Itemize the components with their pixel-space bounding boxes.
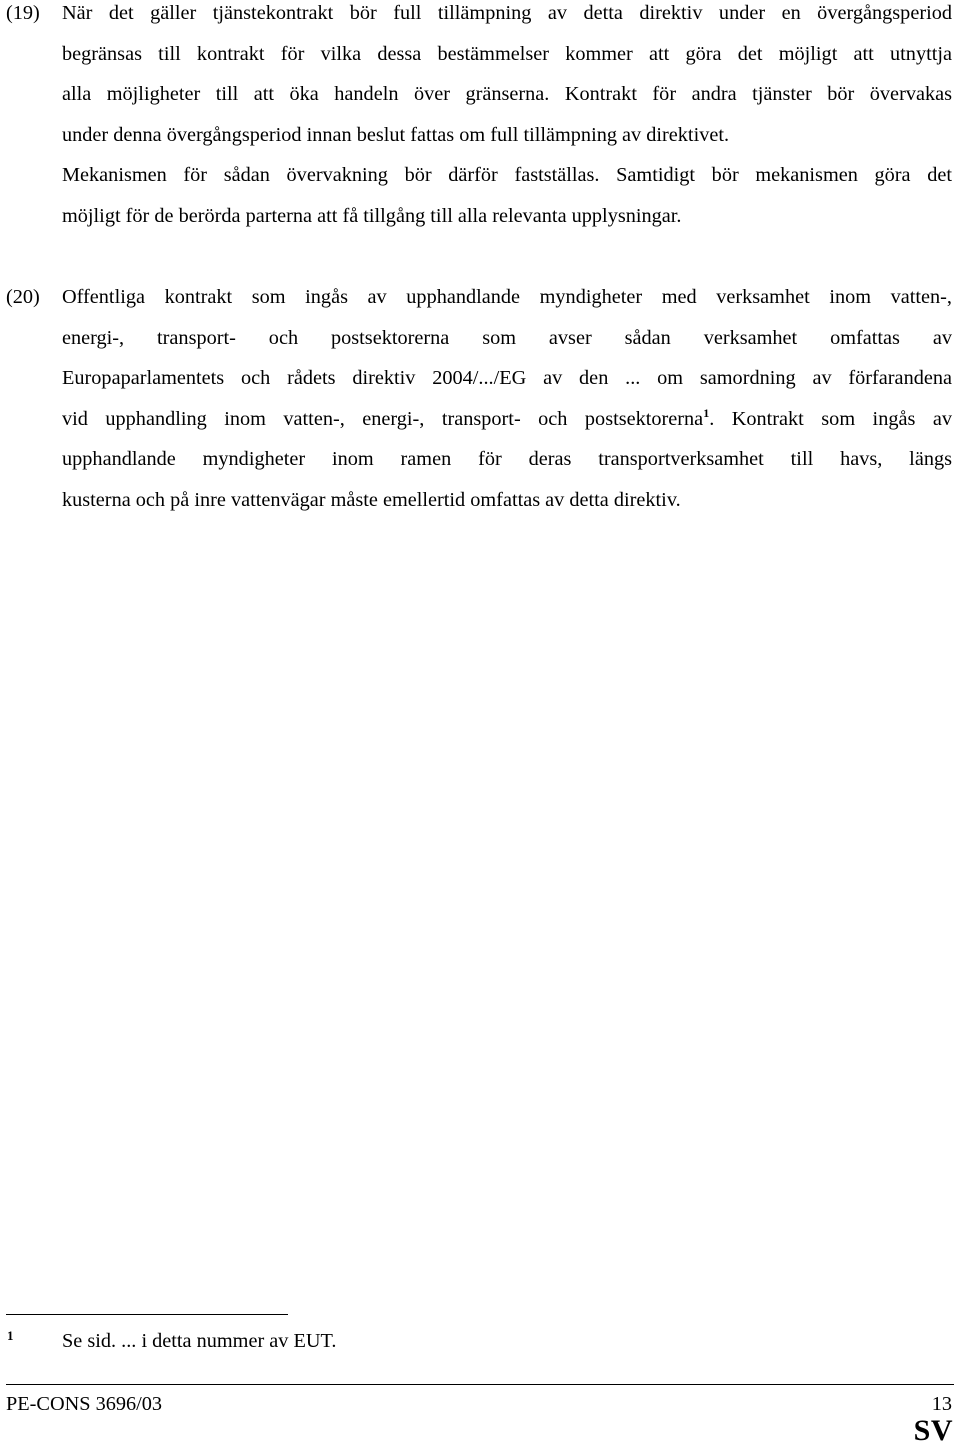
paragraph-number: (19) xyxy=(6,2,40,24)
text-line: möjligt för de berörda parterna att få tillgång till alla relevanta upplysningar. xyxy=(62,204,682,227)
footnote-mark: 1 xyxy=(7,1328,14,1343)
text-line: energi-, transport- och postsektorerna som avser sådan verksamhet omfattas av xyxy=(62,326,952,349)
text-line: under denna övergångsperiod innan beslut fattas om full tillämpning av direktivet. xyxy=(62,123,730,146)
text-line: Europaparlamentets och rådets direktiv 2004/.../EG av den ... om samordning av förfarandena xyxy=(62,367,952,390)
footer-separator xyxy=(6,1384,954,1385)
paragraph-number: (20) xyxy=(6,286,40,308)
footnote-reference[interactable]: 1 xyxy=(703,405,710,420)
paragraph-text xyxy=(62,0,952,237)
text-line: kusterna och på inre vattenvägar måste emellertid omfattas av detta direktiv. xyxy=(62,488,681,511)
footnote-separator xyxy=(6,1314,288,1315)
text-line: Mekanismen för sådan övervakning bör därför fastställas. Samtidigt bör mekanismen göra det xyxy=(62,164,952,187)
text-segment: vid upphandling inom vatten-, energi-, transport- och postsektorerna xyxy=(62,407,704,430)
page-number: 13 xyxy=(931,1393,952,1415)
text-line-with-footnote-ref xyxy=(62,399,952,440)
footnote-text: Se sid. ... i detta nummer av EUT. xyxy=(62,1330,337,1352)
document-code: PE-CONS 3696/03 xyxy=(6,1393,163,1415)
text-line: Offentliga kontrakt som ingås av upphandlande myndigheter med verksamhet inom vatten-, xyxy=(62,286,952,308)
text-line: upphandlande myndigheter inom ramen för deras transportverksamhet till havs, längs xyxy=(62,448,952,471)
text-line: När det gäller tjänstekontrakt bör full tillämpning av detta direktiv under en övergångsperiod xyxy=(62,2,952,24)
text-line: begränsas till kontrakt för vilka dessa bestämmelser kommer att göra det möjligt att utnyttja xyxy=(62,42,952,65)
language-code: SV xyxy=(913,1414,953,1447)
text-line: alla möjligheter till att öka handeln över gränserna. Kontrakt för andra tjänster bör övervakas xyxy=(62,83,952,106)
paragraph-text xyxy=(62,277,952,521)
text-segment: . Kontrakt som ingås av xyxy=(709,407,952,430)
